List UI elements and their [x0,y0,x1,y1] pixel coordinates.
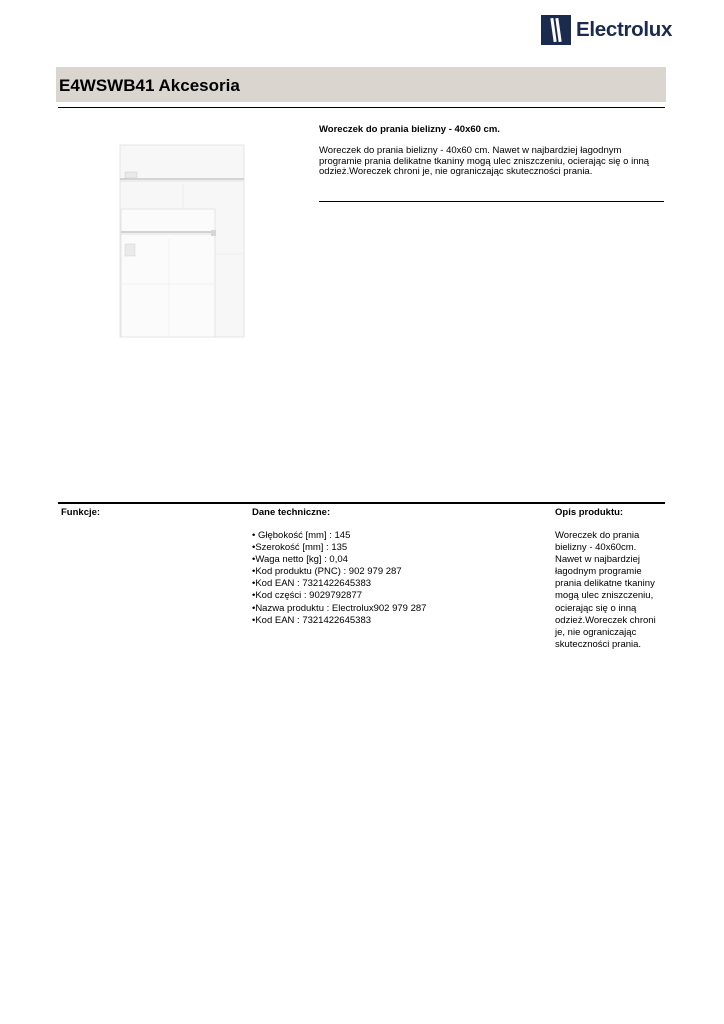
laundry-bag-image [119,144,247,340]
product-description-body: Woreczek do prania bielizny - 40x60cm. Nawet w najbardziej łagodnym programie prania delikatne tkaniny mogą ulec zniszczeniu, ocierając się o inną odzież.Woreczek chroni je, nie ograniczając skuteczności prania. [555,530,656,650]
details-divider [58,502,665,504]
brand-name: Electrolux [576,18,673,41]
product-description-heading: Opis produktu: [555,507,624,518]
features-column [61,507,241,518]
specs-heading: Dane techniczne: [252,507,331,518]
spec-item: •Kod EAN : 7321422645383 [252,578,372,590]
spec-item: •Kod EAN : 7321422645383 [252,614,372,626]
product-description-column [555,507,665,651]
brand-logo [541,15,672,45]
spec-item: •Waga netto [kg] : 0,04 [252,554,348,566]
short-description-heading: Woreczek do prania bielizny - 40x60 cm. [319,124,500,135]
specs-column [252,507,542,627]
short-description [319,124,663,178]
title-divider [58,107,665,108]
spec-item: •Kod części : 9029792877 [252,590,363,602]
spec-item: •Nazwa produktu : Electrolux902 979 287 [252,602,427,614]
spec-item: • Głębokość [mm] : 145 [252,530,351,541]
page-title: E4WSWB41 Akcesoria [59,76,240,95]
short-description-divider [319,201,664,202]
electrolux-logo-icon [541,15,571,45]
short-description-body: Woreczek do prania bielizny - 40x60 cm. Nawet w najbardziej łagodnym programie prania delikatne tkaniny mogą ulec zniszczeniu, ocierając się o inną odzież.Woreczek chroni je, nie ograniczając skuteczności prania. [319,145,650,177]
specs-list [252,530,542,627]
spec-item: •Kod produktu (PNC) : 902 979 287 [252,566,402,578]
spec-item: •Szerokość [mm] : 135 [252,542,348,554]
title-band [56,67,666,102]
features-heading: Funkcje: [61,507,101,518]
